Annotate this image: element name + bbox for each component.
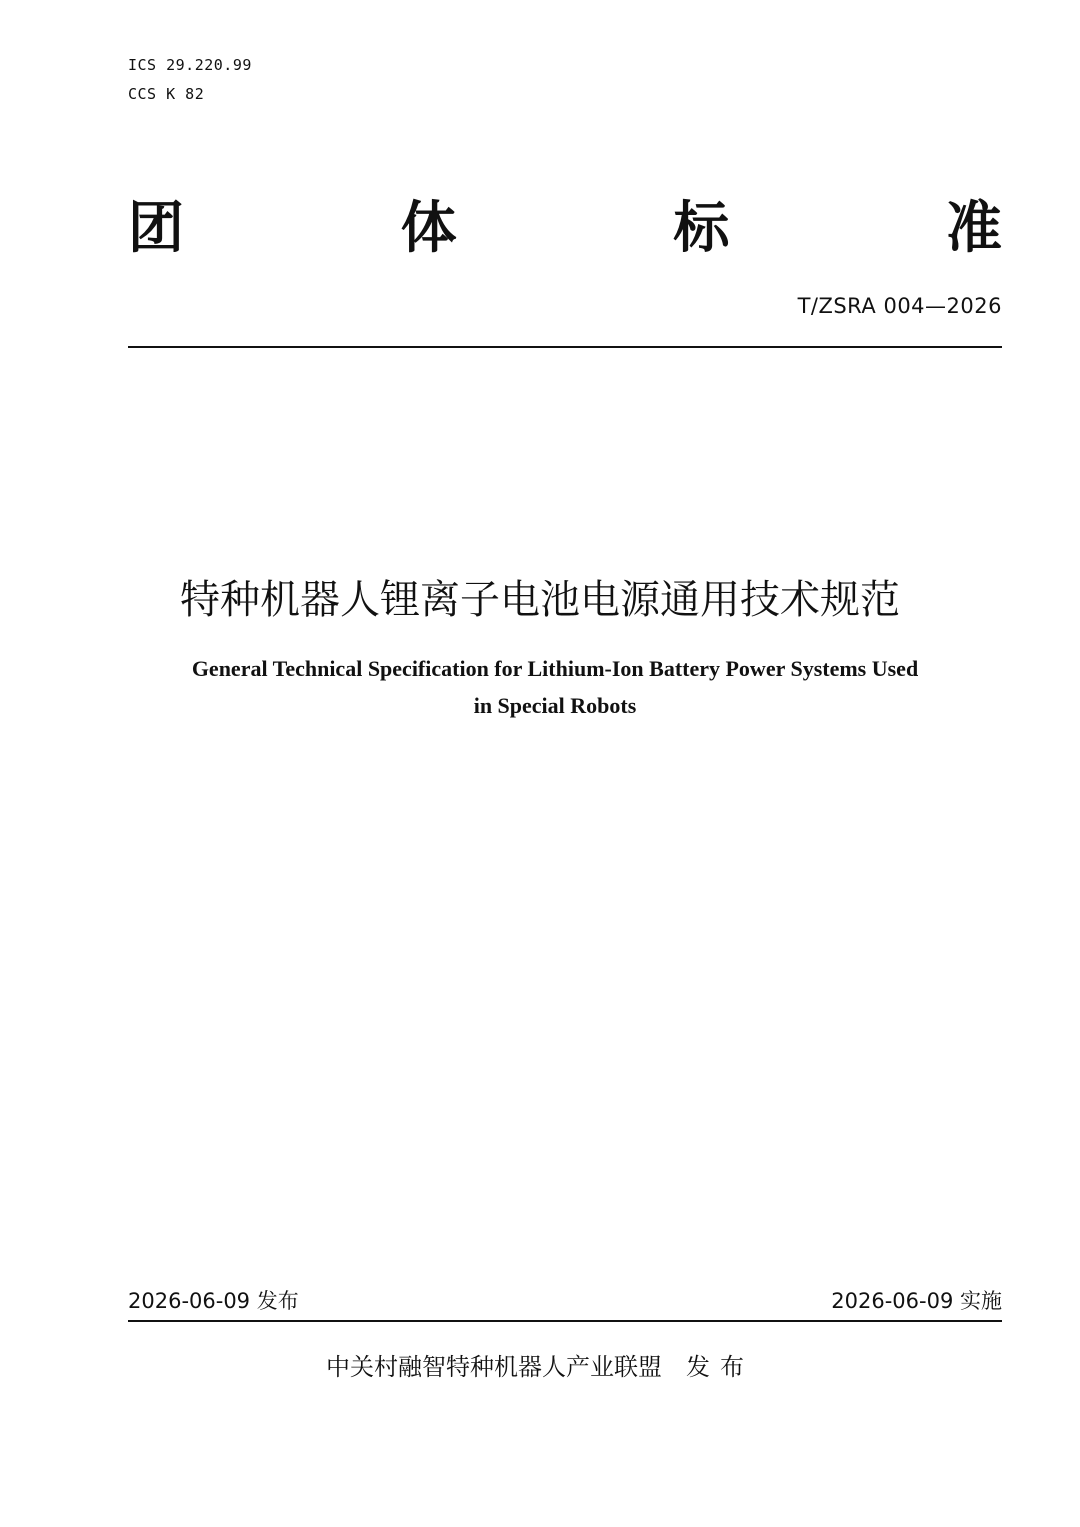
standard-type-heading (128, 196, 1002, 260)
issuer-line (0, 1354, 1080, 1380)
title-english-line: in Special Robots (473, 693, 637, 718)
footer-divider (128, 1320, 1002, 1322)
issue-date: 2026-06-09 发布 (128, 1289, 299, 1313)
title-english-line: General Technical Specification for Lithium-Ion Battery Power Systems Used (191, 656, 919, 681)
ccs-code: CCS K 82 (128, 85, 205, 103)
header-divider (128, 346, 1002, 348)
document-title-english (120, 650, 990, 724)
standard-type-char: 准 (945, 195, 1002, 261)
standard-type-char: 团 (128, 195, 184, 261)
document-title-chinese: 特种机器人锂离子电池电源通用技术规范 (180, 577, 900, 623)
standard-type-char: 体 (400, 195, 457, 261)
implementation-date: 2026-06-09 实施 (831, 1289, 1002, 1313)
ics-code: ICS 29.220.99 (128, 56, 252, 74)
issuer-action: 发布 (686, 1353, 754, 1381)
issuer-name: 中关村融智特种机器人产业联盟 (326, 1353, 662, 1381)
standard-number: T/ZSRA 004—2026 (797, 294, 1002, 318)
standard-type-char: 标 (673, 195, 730, 261)
